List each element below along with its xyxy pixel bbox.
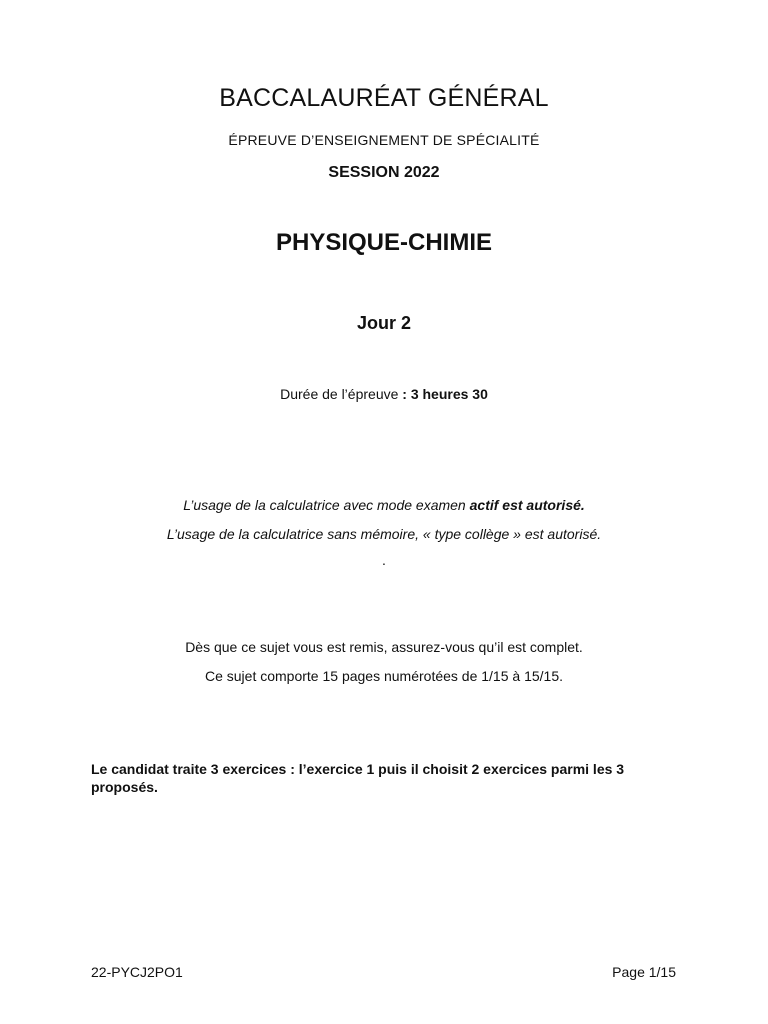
duration-value: : 3 heures 30 xyxy=(402,386,488,402)
calculator-rule-1-emphasis: actif est autorisé. xyxy=(469,497,585,513)
page-number: Page 1/15 xyxy=(612,964,676,980)
day-label: Jour 2 xyxy=(356,313,412,333)
exam-subtitle: ÉPREUVE D’ENSEIGNEMENT DE SPÉCIALITÉ xyxy=(228,132,540,148)
completeness-check: Dès que ce sujet vous est remis, assurez-vous qu’il est complet. xyxy=(185,639,583,655)
calculator-rule-2: L’usage de la calculatrice sans mémoire, « type collège » est autorisé. xyxy=(166,526,602,542)
calculator-rule-3: . xyxy=(382,552,386,568)
duration-line xyxy=(0,386,768,402)
exam-title: BACCALAURÉAT GÉNÉRAL xyxy=(219,84,549,112)
subject-code: 22-PYCJ2PO1 xyxy=(91,964,183,980)
calculator-rule-1 xyxy=(0,497,768,513)
subject-title: PHYSIQUE-CHIMIE xyxy=(275,229,493,256)
session-label: SESSION 2022 xyxy=(328,164,440,181)
page-count-note: Ce sujet comporte 15 pages numérotées de 1/15 à 15/15. xyxy=(204,668,563,684)
candidate-instruction: Le candidat traite 3 exercices : l’exercice 1 puis il choisit 2 exercices parmi les 3 proposés. xyxy=(91,761,625,795)
calculator-rule-1-text: L’usage de la calculatrice avec mode examen xyxy=(183,497,470,513)
duration-label: Durée de l’épreuve xyxy=(280,386,403,402)
